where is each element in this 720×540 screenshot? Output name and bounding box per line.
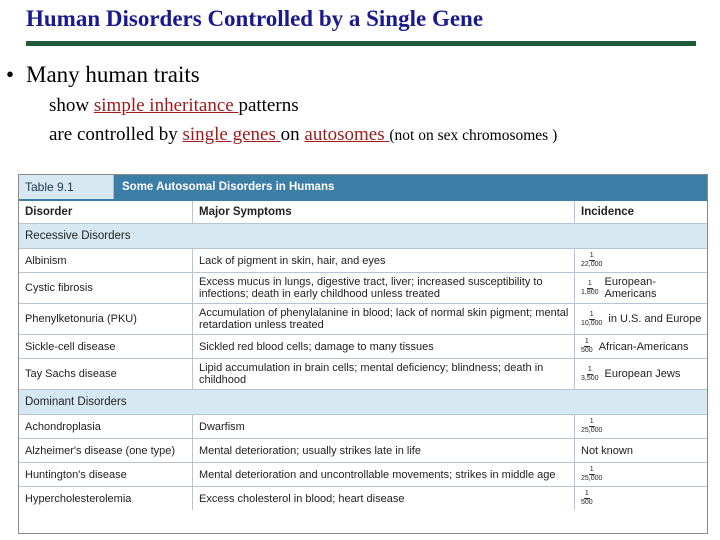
incidence-cell — [575, 273, 707, 303]
fraction-denominator: 500 — [581, 499, 593, 506]
table-row — [19, 486, 707, 510]
symptoms-cell: Excess mucus in lungs, digestive tract, liver; increased susceptibility to infections; death in early childhood unless treated — [193, 273, 575, 303]
symptoms-cell: Sickled red blood cells; damage to many tissues — [193, 335, 575, 358]
table-row — [19, 272, 707, 303]
fraction-denominator: 1,800 — [581, 288, 599, 296]
disorder-cell: Albinism — [19, 249, 193, 272]
incidence-fraction — [581, 418, 602, 435]
bullet-item — [6, 62, 200, 88]
disorder-cell: Sickle-cell disease — [19, 335, 193, 358]
table-row — [19, 462, 707, 486]
autosomes-link: autosomes — [304, 124, 390, 145]
incidence-cell — [575, 415, 707, 438]
incidence-cell — [575, 304, 707, 334]
sub-bullet-2-mid: on — [280, 124, 305, 145]
incidence-fraction — [581, 466, 602, 483]
incidence-cell — [575, 249, 707, 272]
fraction-numerator: 1 — [584, 490, 589, 497]
sex-chromosomes-note: (not on sex chromosomes ) — [389, 127, 558, 144]
disorder-cell: Tay Sachs disease — [19, 359, 193, 389]
incidence-text: European-Americans — [604, 276, 657, 300]
disorder-cell: Achondroplasia — [19, 415, 193, 438]
symptoms-cell: Mental deterioration and uncontrollable movements; strikes in middle age — [193, 463, 575, 486]
sub-bullet-1-text: show — [49, 95, 94, 116]
table-row — [19, 248, 707, 272]
incidence-fraction — [581, 252, 602, 269]
fraction-numerator: 1 — [587, 365, 592, 373]
symptoms-cell: Accumulation of phenylalanine in blood; lack of normal skin pigment; mental retardation unless treated — [193, 304, 575, 334]
fraction-numerator: 1 — [589, 418, 594, 425]
disorder-cell: Huntington's disease — [19, 463, 193, 486]
incidence-text: European Jews — [604, 368, 681, 380]
column-header-symptoms: Major Symptoms — [193, 201, 575, 223]
incidence-fraction — [581, 280, 599, 297]
simple-inheritance-link: simple inheritance — [93, 95, 239, 116]
fraction-denominator: 25,000 — [581, 475, 603, 482]
sub-bullet-1 — [49, 95, 299, 117]
disorder-cell: Hypercholesterolemia — [19, 487, 193, 510]
symptoms-cell: Dwarfism — [193, 415, 575, 438]
symptoms-cell: Lack of pigment in skin, hair, and eyes — [193, 249, 575, 272]
incidence-text: African-Americans — [598, 340, 689, 353]
section-recessive: Recessive Disorders — [19, 223, 707, 248]
incidence-cell — [575, 487, 707, 510]
column-header-row — [19, 199, 707, 223]
symptoms-cell: Lipid accumulation in brain cells; mental deficiency; blindness; death in childhood — [193, 359, 575, 389]
column-header-disorder: Disorder — [19, 201, 193, 223]
table-row — [19, 414, 707, 438]
fraction-denominator: 22,000 — [581, 261, 603, 268]
table-header-bar — [19, 175, 707, 199]
fraction-numerator: 1 — [584, 338, 589, 345]
incidence-text: in U.S. and Europe — [608, 313, 702, 325]
incidence-cell — [575, 463, 707, 486]
table-row — [19, 334, 707, 358]
disorder-cell: Cystic fibrosis — [19, 273, 193, 303]
fraction-denominator: 500 — [581, 347, 593, 354]
incidence-cell — [575, 359, 707, 389]
slide-title: Human Disorders Controlled by a Single Gene — [26, 6, 484, 31]
single-genes-link: single genes — [182, 124, 281, 145]
disorder-cell: Alzheimer's disease (one type) — [19, 439, 193, 462]
fraction-numerator: 1 — [589, 252, 594, 259]
section-dominant: Dominant Disorders — [19, 389, 707, 414]
sub-bullet-2 — [49, 124, 557, 146]
incidence-fraction — [581, 490, 593, 507]
symptoms-cell: Excess cholesterol in blood; heart disease — [193, 487, 575, 510]
fraction-numerator: 1 — [589, 310, 594, 318]
sub-bullet-1-tail: patterns — [238, 95, 299, 116]
bullet-icon: • — [6, 62, 15, 87]
bullet-text: Many human traits — [26, 62, 200, 87]
table-label: Table 9.1 — [19, 175, 114, 199]
fraction-numerator: 1 — [589, 466, 594, 473]
disorder-cell: Phenylketonuria (PKU) — [19, 304, 193, 334]
title-divider — [26, 41, 696, 46]
fraction-denominator: 25,000 — [581, 427, 603, 434]
table-row — [19, 303, 707, 334]
incidence-fraction — [581, 338, 593, 355]
fraction-numerator: 1 — [587, 279, 592, 287]
symptoms-cell: Mental deterioration; usually strikes late in life — [193, 439, 575, 462]
sub-bullet-2-text: are controlled by — [49, 124, 183, 145]
incidence-cell — [575, 439, 707, 462]
incidence-fraction — [581, 311, 602, 328]
table-row — [19, 438, 707, 462]
incidence-text: Not known — [581, 444, 633, 457]
fraction-denominator: 3,500 — [581, 374, 599, 382]
table-row — [19, 358, 707, 389]
table-caption: Some Autosomal Disorders in Humans — [114, 175, 707, 199]
column-header-incidence: Incidence — [581, 206, 635, 218]
fraction-denominator: 10,000 — [581, 319, 603, 327]
incidence-fraction — [581, 366, 599, 383]
incidence-cell — [575, 335, 707, 358]
autosomal-disorders-table — [18, 174, 708, 534]
